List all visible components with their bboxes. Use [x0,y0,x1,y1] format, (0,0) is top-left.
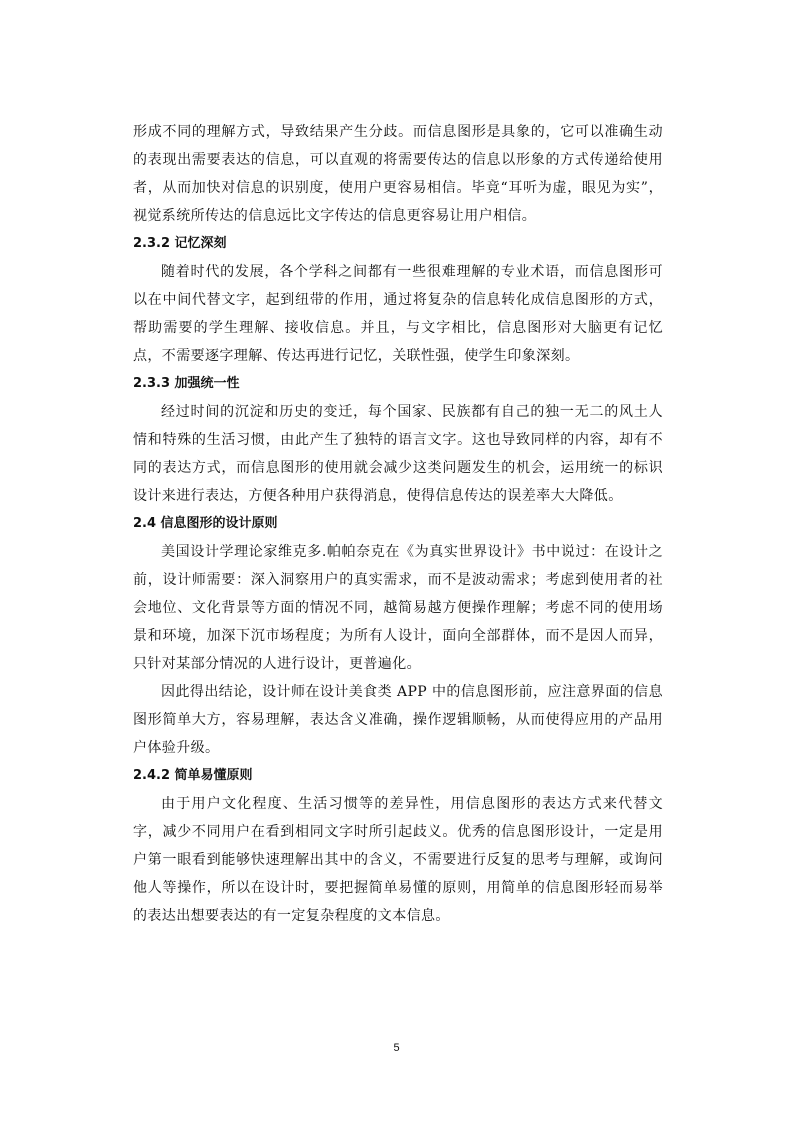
section-heading-unity: 2.3.3 加强统一性 [133,376,240,391]
section-heading-simple: 2.4.2 简单易懂原则 [133,768,253,783]
section-heading-memorable: 2.3.2 记忆深刻 [133,236,227,251]
paragraph-conclusion: 因此得出结论，设计师在设计美食类 APP 中的信息图形前，应注意界面的信息图形简单大方，容易理解，表达含义准确，操作逻辑顺畅，从而使得应用的产品用户体验升级。 [133,684,663,756]
page-number: 5 [393,1042,400,1054]
page-body [133,118,663,930]
paragraph-memorable: 随着时代的发展，各个学科之间都有一些很难理解的专业术语，而信息图形可以在中间代替文字，起到纽带的作用，通过将复杂的信息转化成信息图形的方式，帮助需要的学生理解、接收信息。并且，与文字相比，信息图形对大脑更有记忆点，不需要逐字理解、传达再进行记忆，关联性强，使学生印象深刻。 [133,264,663,364]
paragraph-continued: 形成不同的理解方式，导致结果产生分歧。而信息图形是具象的，它可以准确生动的表现出需要表达的信息，可以直观的将需要传达的信息以形象的方式传递给使用者，从而加快对信息的识别度，使用户更容易相信。毕竟“耳听为虚，眼见为实”，视觉系统所传达的信息远比文字传达的信息更容易让用户相信。 [133,124,663,224]
paragraph-unity: 经过时间的沉淀和历史的变迁，每个国家、民族都有自己的独一无二的风土人情和特殊的生活习惯，由此产生了独特的语言文字。这也导致同样的内容，却有不同的表达方式，而信息图形的使用就会减少这类问题发生的机会，运用统一的标识设计来进行表达，方便各种用户获得消息，使得信息传达的误差率大大降低。 [133,404,663,504]
section-heading-design-principles: 2.4 信息图形的设计原则 [133,516,278,531]
paragraph-simple: 由于用户文化程度、生活习惯等的差异性，用信息图形的表达方式来代替文字，减少不同用户在看到相同文字时所引起歧义。优秀的信息图形设计，一定是用户第一眼看到能够快速理解出其中的含义，不需要进行反复的思考与理解，或询问他人等操作，所以在设计时，要把握简单易懂的原则，用简单的信息图形轻而易举的表达出想要表达的有一定复杂程度的文本信息。 [133,796,663,924]
paragraph-papanek: 美国设计学理论家维克多.帕帕奈克在《为真实世界设计》书中说过：在设计之前，设计师需要：深入洞察用户的真实需求，而不是波动需求；考虑到使用者的社会地位、文化背景等方面的情况不同，越简易越方便操作理解；考虑不同的使用场景和环境，加深下沉市场程度；为所有人设计，面向全部群体，而不是因人而异，只针对某部分情况的人进行设计，更普遍化。 [133,544,663,672]
